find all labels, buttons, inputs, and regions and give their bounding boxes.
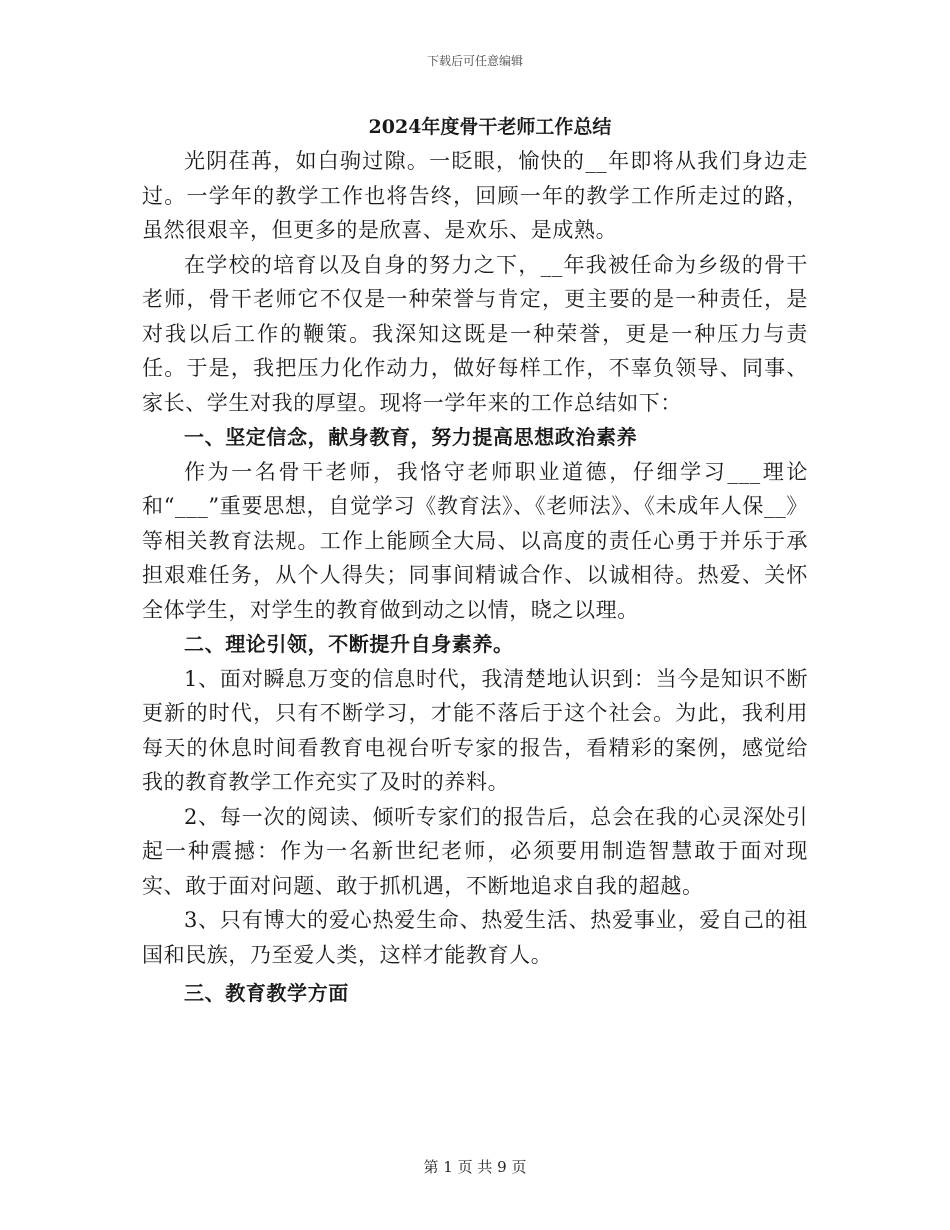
section-2-item-2: 2、每一次的阅读、倾听专家们的报告后，总会在我的心灵深处引起一种震撼：作为一名新世纪老师，必须要用制造智慧敢于面对现实、敢于面对问题、敢于抓机遇，不断地追求自我的超越。 <box>142 804 808 898</box>
page-footer: 第 1 页 共 9 页 <box>423 1158 527 1176</box>
document-body <box>142 112 808 1011</box>
document-title: 2024年度骨干老师工作总结 <box>368 116 612 138</box>
section-1-paragraph: 作为一名骨干老师，我恪守老师职业道德，仔细学习___理论和“___”重要思想，自觉学习《教育法》、《老师法》、《未成年人保__》等相关教育法规。工作上能顾全大局、以高度的责任心勇于并乐于承担艰难任务，从个人得失；同事间精诚合作、以诚相待。热爱、关怀全体学生，对学生的教育做到动之以情，晓之以理。 <box>142 459 808 622</box>
section-2-item-3: 3、只有博大的爱心热爱生命、热爱生活、热爱事业，爱自己的祖国和民族，乃至爱人类，这样才能教育人。 <box>142 908 808 967</box>
section-2-item-1: 1、面对瞬息万变的信息时代，我清楚地认识到：当今是知识不断更新的时代，只有不断学习，才能不落后于这个社会。为此，我利用每天的休息时间看教育电视台听专家的报告，看精彩的案例，感觉给我的教育教学工作充实了及时的养料。 <box>142 666 808 794</box>
section-3-heading: 三、教育教学方面 <box>184 981 349 1005</box>
intro-paragraph-1: 光阴荏苒，如白驹过隙。一眨眼，愉快的__年即将从我们身边走过。一学年的教学工作也将告终，回顾一年的教学工作所走过的路，虽然很艰辛，但更多的是欣喜、是欢乐、是成熟。 <box>142 149 808 242</box>
page-header: 下载后可任意编辑 <box>426 54 523 68</box>
intro-paragraph-2: 在学校的培育以及自身的努力之下，__年我被任命为乡级的骨干老师，骨干老师它不仅是一种荣誉与肯定，更主要的是一种责任，是对我以后工作的鞭策。我深知这既是一种荣誉，更是一种压力与责任。于是，我把压力化作动力，做好每样工作，不辜负领导、同事、家长、学生对我的厚望。现将一学年来的工作总结如下： <box>142 252 808 415</box>
section-2-heading: 二、理论引领，不断提升自身素养。 <box>184 632 514 656</box>
section-1-heading: 一、坚定信念，献身教育，努力提高思想政治素养 <box>184 425 638 449</box>
